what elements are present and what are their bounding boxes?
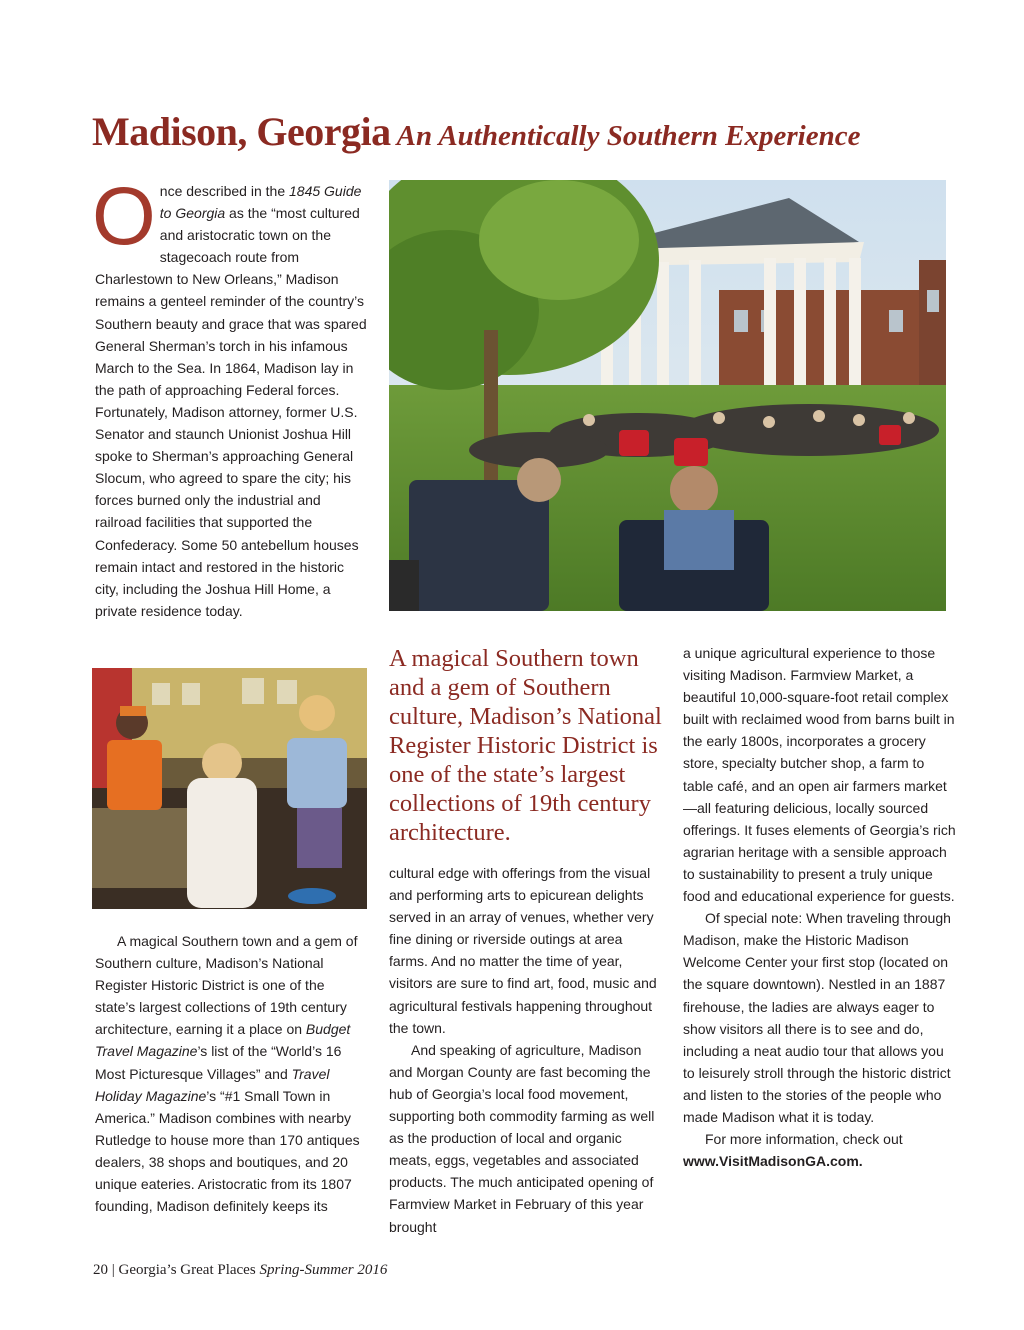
travel-holiday-italic: Travel Holiday Magazine — [95, 1065, 330, 1104]
left-bottom-text-c: ’s “#1 Small Town in America.” Madison combines with nearby Rutledge to house more than 170 antiques dealers, 38 shops and boutiques, and 20 unique eateries. Aristocratic from its 1807 founding, Madison definitely keeps its — [95, 1087, 360, 1215]
drop-cap: O — [92, 171, 156, 262]
title-main: Madison, Georgia — [92, 109, 391, 154]
intro-text-italic: 1845 Guide to Georgia — [159, 183, 362, 222]
website-link[interactable]: www.VisitMadisonGA.com. — [683, 1153, 863, 1170]
middle-paragraph-2: And speaking of agriculture, Madison and Morgan County are fast becoming the hub of Georgia’s local food movement, supporting both commodity farming as well as the production of local and organic meats, eggs, vegetables and associated products. The much anticipated opening of Farmview Market in February of this year brought — [389, 1041, 655, 1235]
middle-paragraph-1: cultural edge with offerings from the visual and performing arts to epicurean delights served in an array of venues, whether very fine dining or riverside outings at area farms. And no matter the time of year, visitors are sure to find art, food, music and agricultural festivals happening throughout the town. — [389, 865, 657, 1036]
right-column-text — [683, 642, 958, 1172]
right-paragraph-2: Of special note: When traveling through Madison, make the Historic Madison Welcome Center your first stop (located on the square downtown). Nestled in an 1887 firehouse, the ladies are always eager to show visitors all there is to see and do, including a neat audio tour that allows you to leisurely stroll through the historic district and listen to the stories of the people who made Madison what it is today. — [683, 910, 951, 1125]
pull-quote: A magical Southern town and a gem of Southern culture, Madison’s National Register Historic District is one of the state’s largest collections of 19th century architecture. — [389, 645, 662, 846]
page-title — [92, 108, 992, 155]
left-column-bottom-text — [95, 930, 367, 1217]
left-bottom-text-b: ’s list of the “World’s 16 Most Picturesque Villages” and — [95, 1043, 342, 1082]
ice-cream-photo-illustration — [92, 668, 367, 909]
title-subtitle: An Authentically Southern Experience — [396, 120, 861, 152]
right-paragraph-1: a unique agricultural experience to those visiting Madison. Farmview Market, a beautiful 10,000-square-foot retail complex built with reclaimed wood from barns built in the early 1800s, incorporates a grocery store, specialty butcher shop, a farm to table café, and an open air farmers market—all featuring delicious, locally sourced offerings. It fuses elements of Georgia’s rich agrarian heritage with a sensible approach to sustainability to present a truly unique food and educational experience for guests. — [683, 645, 956, 905]
footer-issue: Spring-Summer 2016 — [259, 1262, 388, 1278]
footer-page-label: 20 | Georgia’s Great Places — [93, 1262, 260, 1278]
concert-gazebo-photo — [389, 180, 946, 611]
left-bottom-text-a: A magical Southern town and a gem of Southern culture, Madison’s National Register Historic District is one of the state’s largest collections of 19th century architecture, earning it a place on — [95, 933, 358, 1038]
intro-article-text — [92, 171, 367, 622]
budget-travel-italic: Budget Travel Magazine — [95, 1021, 351, 1060]
right-paragraph-3: For more information, check out — [705, 1131, 903, 1148]
middle-column-text — [389, 862, 659, 1238]
intro-text-b: as the “most cultured and aristocratic town on the stagecoach route from Charlestown to New Orleans,” Madison remains a genteel reminder of the country’s Southern beauty and grace that was spared General Sherman’s torch in his infamous March to the Sea. In 1864, Madison lay in the path of approaching Federal forces. Fortunately, Madison attorney, former U.S. Senator and staunch Unionist Joshua Hill spoke to Sherman’s approaching General Slocum, who agreed to spare the city; his forces burned only the industrial and railroad facilities that supported the Confederacy. Some 50 antebellum houses remain intact and restored in the historic city, including the Joshua Hill Home, a private residence today. — [95, 205, 367, 619]
ice-cream-shop-photo — [92, 668, 367, 909]
concert-photo-illustration — [389, 180, 946, 611]
intro-text-a: nce described in the — [159, 183, 289, 199]
page-footer — [93, 1262, 387, 1279]
